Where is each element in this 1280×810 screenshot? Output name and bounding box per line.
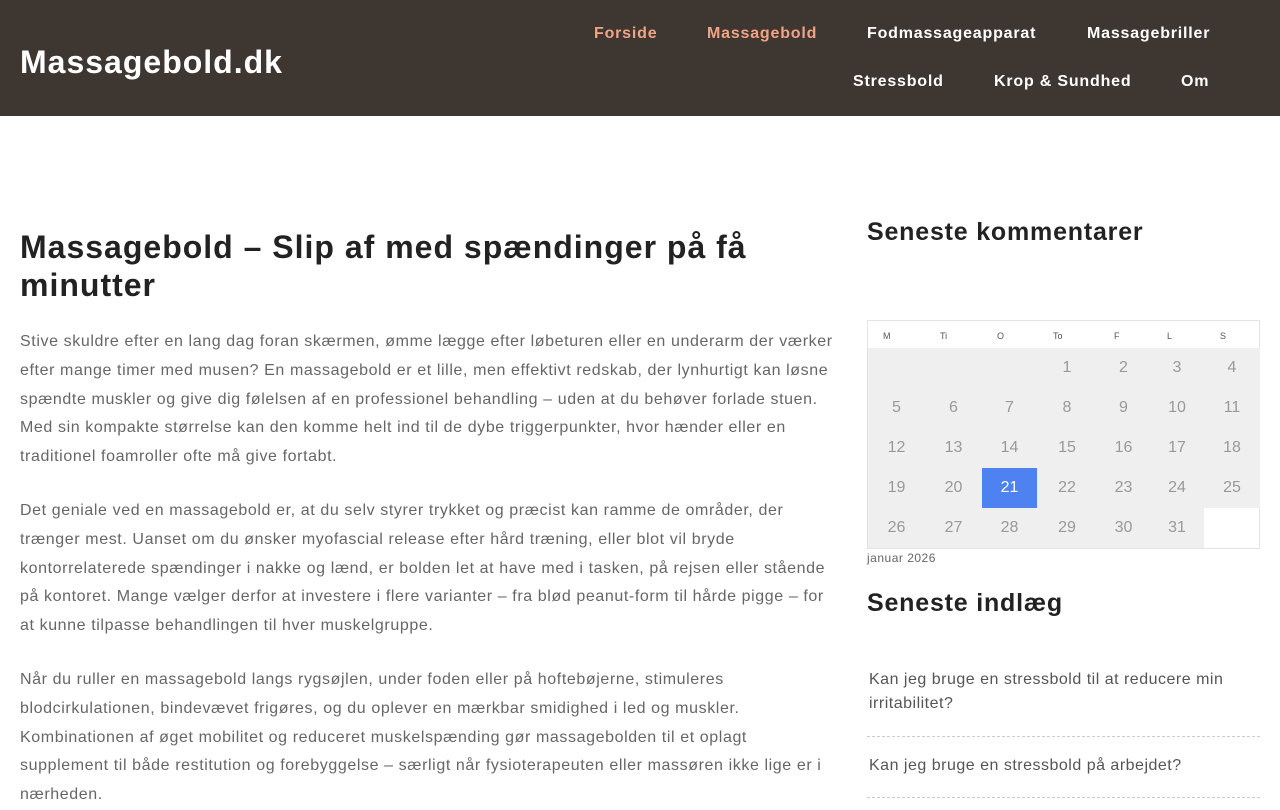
calendar-day: 18 (1204, 428, 1260, 468)
calendar-day: 15 (1037, 428, 1097, 468)
site-header (0, 0, 1280, 116)
calendar-day: 9 (1097, 388, 1150, 428)
calendar-day-today: 21 (982, 468, 1037, 508)
calendar-day: 24 (1150, 468, 1204, 508)
calendar-day: 29 (1037, 508, 1097, 548)
calendar-day: 25 (1204, 468, 1260, 508)
recent-post-link[interactable]: Kan jeg bruge en stressbold på arbejdet? (867, 754, 1260, 798)
calendar-weekday-header: Ti (940, 331, 948, 341)
calendar-day: 27 (925, 508, 982, 548)
calendar-day: 13 (925, 428, 982, 468)
calendar-day: 17 (1150, 428, 1204, 468)
calendar-weekday-header: M (883, 331, 891, 341)
calendar-weekday-header: S (1220, 331, 1227, 341)
calendar-day: 22 (1037, 468, 1097, 508)
calendar-day: 31 (1150, 508, 1204, 548)
calendar-day: 4 (1204, 348, 1260, 388)
site-title[interactable]: Massagebold.dk (20, 44, 283, 80)
post-paragraph: Stive skuldre efter en lang dag foran skærmen, ømme lægge efter løbeturen eller en underarm der værker efter mange timer med musen? En massagebold er et lille, men effektivt redskab, der lynhurtigt kan løsne spændte muskler og give dig følelsen af en professionel behandling – uden at du behøver forlade stuen. Med sin kompakte størrelse kan den komme helt ind til de dybe triggerpunkter, hvor hænder eller en traditionel foamroller ofte må give fortabt. (20, 333, 833, 466)
nav-item-om[interactable]: Om (1181, 73, 1210, 90)
calendar-day: 30 (1097, 508, 1150, 548)
calendar-empty-cell (982, 348, 1037, 388)
nav-item-krop-sundhed[interactable]: Krop & Sundhed (994, 73, 1132, 90)
calendar-day: 10 (1150, 388, 1204, 428)
calendar-empty-cell (868, 348, 925, 388)
calendar-day: 2 (1097, 348, 1150, 388)
calendar-day: 6 (925, 388, 982, 428)
calendar-day: 1 (1037, 348, 1097, 388)
calendar-day: 8 (1037, 388, 1097, 428)
calendar-day: 12 (868, 428, 925, 468)
calendar-weekday-header: O (997, 331, 1005, 341)
nav-item-stressbold[interactable]: Stressbold (853, 73, 944, 90)
calendar-day: 28 (982, 508, 1037, 548)
recent-comments-title: Seneste kommentarer (867, 218, 1144, 246)
recent-post-link[interactable]: Kan jeg bruge en stressbold til at reducere min irritabilitet? (867, 668, 1260, 737)
calendar-day: 14 (982, 428, 1037, 468)
calendar-weekday-header: To (1053, 331, 1063, 341)
calendar-day: 16 (1097, 428, 1150, 468)
nav-item-massagebriller[interactable]: Massagebriller (1087, 25, 1211, 42)
nav-item-fodmassageapparat[interactable]: Fodmassageapparat (867, 25, 1037, 42)
nav-item-forside[interactable]: Forside (594, 25, 658, 42)
calendar-day: 11 (1204, 388, 1260, 428)
calendar-weekday-header: F (1114, 331, 1120, 341)
calendar-day: 20 (925, 468, 982, 508)
calendar-day: 7 (982, 388, 1037, 428)
post-paragraph: Når du ruller en massagebold langs rygsøjlen, under foden eller på hoftebøjerne, stimuleres blodcirkulationen, bindevævet frigøres, og du oplever en mærkbar smidighed i led og muskler. Kombinationen af øget mobilitet og reduceret muskelspænding gør massagebolden til et oplagt supplement til både restitution og forebyggelse – særligt når fysioterapeuten eller massøren ikke lige er i nærheden. (20, 671, 822, 804)
post-title: Massagebold – Slip af med spændinger på få minutter (20, 229, 747, 303)
calendar-day: 5 (868, 388, 925, 428)
calendar-day: 19 (868, 468, 925, 508)
calendar-weekday-header: L (1167, 331, 1173, 341)
calendar-caption: januar 2026 (867, 551, 936, 565)
calendar-day: 23 (1097, 468, 1150, 508)
calendar-empty-cell (925, 348, 982, 388)
calendar-widget (867, 320, 1260, 549)
nav-item-massagebold[interactable]: Massagebold (707, 25, 818, 42)
recent-posts-title: Seneste indlæg (867, 589, 1063, 617)
calendar-day: 3 (1150, 348, 1204, 388)
calendar-day: 26 (868, 508, 925, 548)
post-paragraph: Det geniale ved en massagebold er, at du selv styrer trykket og præcist kan ramme de områder, der trænger mest. Uanset om du ønsker myofascial release efter hård træning, eller blot vil bryde kontorrelaterede spændinger i nakke og lænd, er bolden let at have med i tasken, på rejsen eller stående på kontoret. Mange vælger derfor at investere i flere varianter – fra blød peanut-form til hårde pigge – for at kunne tilpasse behandlingen til hver muskelgruppe. (20, 502, 826, 635)
